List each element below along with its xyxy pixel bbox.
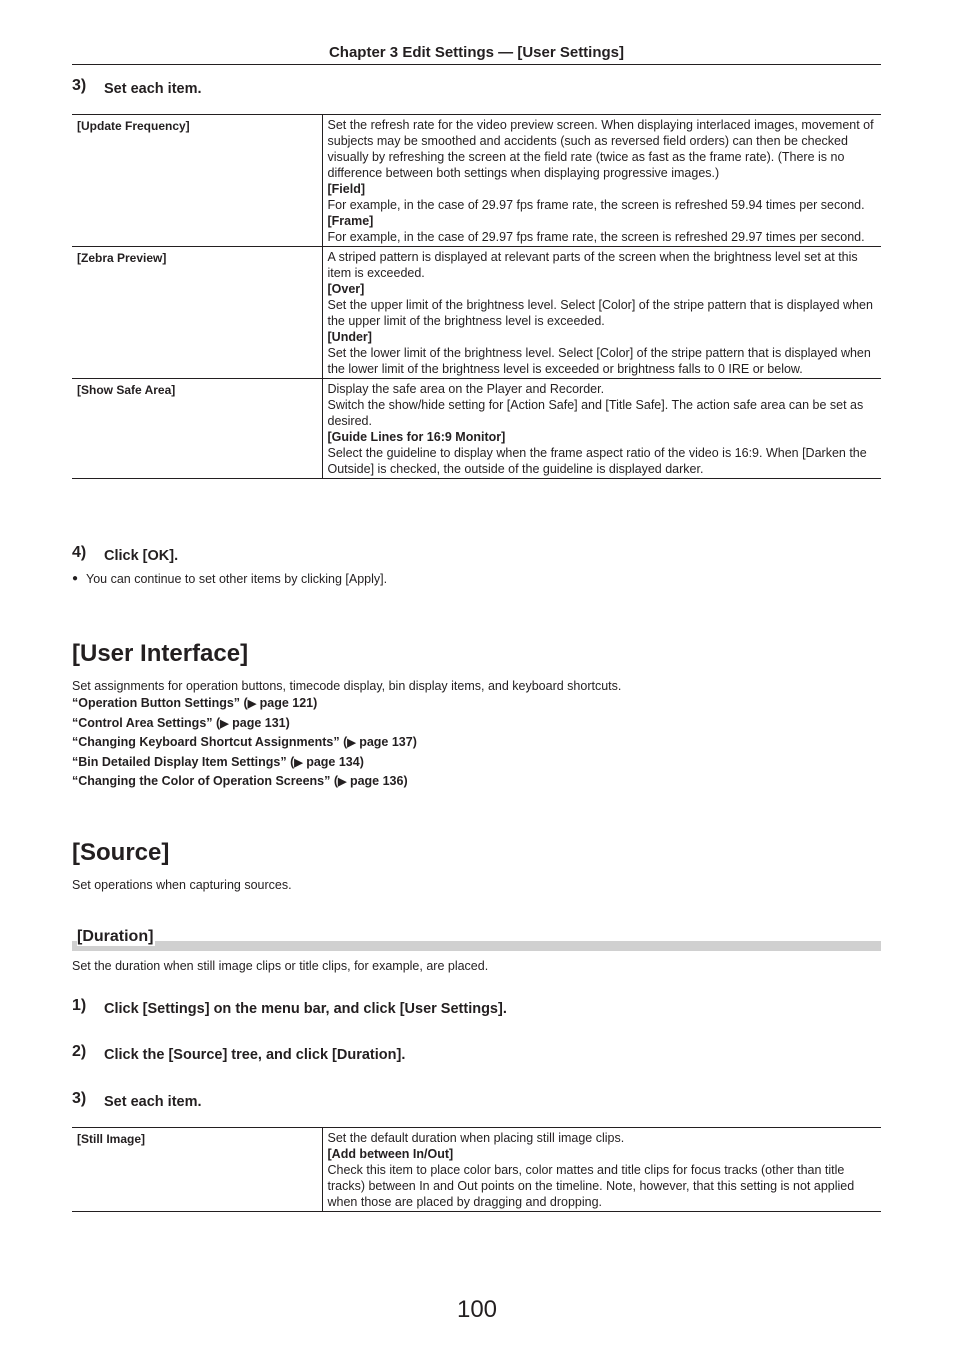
setting-description (322, 1128, 881, 1212)
bullet-mark: ● (72, 573, 79, 584)
user-interface-links (72, 694, 417, 792)
description-text: Set the lower limit of the brightness level. Select [Color] of the stripe pattern that is displayed when the lower limit of the brightness level is exceeded or brightness falls to 0 IRE or below. (327, 346, 871, 376)
step-text: Click the [Source] tree, and click [Duration]. (104, 1047, 406, 1063)
subheading-bar (72, 941, 881, 951)
description-text: Set the upper limit of the brightness level. Select [Color] of the stripe pattern that is displayed when the upper limit of the brightness level is exceeded. (327, 298, 873, 328)
step-text: Set each item. (104, 1094, 202, 1110)
cross-reference-link[interactable] (72, 772, 417, 792)
table-row (72, 379, 881, 479)
section-title-user-interface: [User Interface] (72, 640, 249, 667)
cross-reference-link[interactable] (72, 714, 417, 734)
user-interface-intro: Set assignments for operation buttons, timecode display, bin display items, and keyboard shortcuts. (72, 679, 622, 693)
duration-step-2 (72, 1043, 406, 1064)
link-title: “Bin Detailed Display Item Settings” ( (72, 754, 295, 769)
setting-name: [Update Frequency] (72, 115, 322, 247)
step-text: Click [Settings] on the menu bar, and click [User Settings]. (104, 1001, 507, 1017)
step-3-set-each-item (72, 77, 202, 98)
step-text: Set each item. (104, 81, 202, 97)
source-intro: Set operations when capturing sources. (72, 878, 292, 892)
setting-name: [Still Image] (72, 1128, 322, 1212)
step-text: Click [OK]. (104, 548, 179, 564)
settings-table-duration (72, 1127, 881, 1212)
step-number: 1) (72, 997, 87, 1014)
step-number: 3) (72, 77, 87, 94)
description-text: For example, in the case of 29.97 fps frame rate, the screen is refreshed 29.97 times per second. (327, 230, 865, 244)
page-arrow-icon: ▶ (338, 776, 347, 788)
duration-intro: Set the duration when still image clips or title clips, for example, are placed. (72, 959, 489, 973)
cross-reference-link[interactable] (72, 694, 417, 714)
option-name: [Under] (327, 330, 372, 344)
note-bullet (72, 572, 387, 586)
option-name: [Over] (327, 282, 365, 296)
link-page: page 134) (302, 754, 364, 769)
link-title: “Operation Button Settings” ( (72, 696, 248, 710)
step-number: 3) (72, 1090, 87, 1107)
step-number: 2) (72, 1043, 87, 1060)
description-text: Check this item to place color bars, color mattes and title clips for focus tracks (other than title tracks) between In and Out points on the timeline. Note, however, that this setting is not applied when those are placed by dragging and dropping. (327, 1163, 855, 1209)
description-text: Set the refresh rate for the video preview screen. When displaying interlaced images, movement of subjects may be smoothed and accidents (such as reversed field orders) can then be checked visually by refreshing the screen at the field rate (twice as fast as the frame rate). (There is no difference between both settings when displaying progressive images.) (327, 118, 874, 180)
note-text: You can continue to set other items by clicking [Apply]. (86, 572, 388, 586)
description-text: Set the default duration when placing still image clips. (327, 1131, 625, 1145)
link-page: page 137) (355, 735, 417, 749)
setting-name: [Zebra Preview] (72, 247, 322, 379)
option-name: [Field] (327, 182, 365, 196)
page-arrow-icon: ▶ (220, 717, 229, 730)
link-page: page 136) (346, 774, 408, 788)
description-text: Switch the show/hide setting for [Action Safe] and [Title Safe]. The action safe area can be set as desired. (327, 398, 864, 428)
link-page: page 121) (256, 696, 318, 710)
description-text: Select the guideline to display when the frame aspect ratio of the video is 16:9. When [Darken the Outside] is checked, the outside of the guideline is displayed darker. (327, 446, 867, 476)
setting-description (322, 115, 881, 247)
settings-table-user-settings (72, 114, 881, 479)
link-title: “Changing Keyboard Shortcut Assignments” ( (72, 735, 348, 749)
link-page: page 131) (228, 715, 290, 730)
page-arrow-icon: ▶ (347, 737, 356, 749)
description-text: Display the safe area on the Player and Recorder. (327, 382, 605, 396)
duration-step-3 (72, 1090, 202, 1111)
duration-step-1 (72, 997, 507, 1018)
section-title-source: [Source] (72, 839, 170, 866)
page-arrow-icon: ▶ (247, 698, 257, 710)
table-row (72, 1128, 881, 1212)
option-name: [Guide Lines for 16:9 Monitor] (327, 430, 506, 444)
option-name: [Add between In/Out] (327, 1147, 454, 1161)
cross-reference-link[interactable] (72, 753, 417, 773)
subheading-label: [Duration] (77, 928, 154, 945)
option-name: [Frame] (327, 214, 374, 228)
chapter-header: Chapter 3 Edit Settings — [User Settings] (72, 44, 881, 65)
setting-name: [Show Safe Area] (72, 379, 322, 479)
description-text: A striped pattern is displayed at relevant parts of the screen when the brightness level set at this item is exceeded. (327, 250, 858, 280)
description-text: For example, in the case of 29.97 fps frame rate, the screen is refreshed 59.94 times per second. (327, 198, 865, 212)
cross-reference-link[interactable] (72, 733, 417, 753)
setting-description (322, 247, 881, 379)
table-row (72, 247, 881, 379)
table-row (72, 115, 881, 247)
step-4-click-ok (72, 544, 179, 565)
link-title: “Control Area Settings” ( (72, 715, 221, 730)
link-title: “Changing the Color of Operation Screens” ( (72, 774, 338, 788)
page-arrow-icon: ▶ (294, 756, 303, 769)
setting-description (322, 379, 881, 479)
subheading-duration (72, 927, 881, 951)
page-number: 100 (456, 1296, 498, 1323)
step-number: 4) (72, 544, 87, 561)
